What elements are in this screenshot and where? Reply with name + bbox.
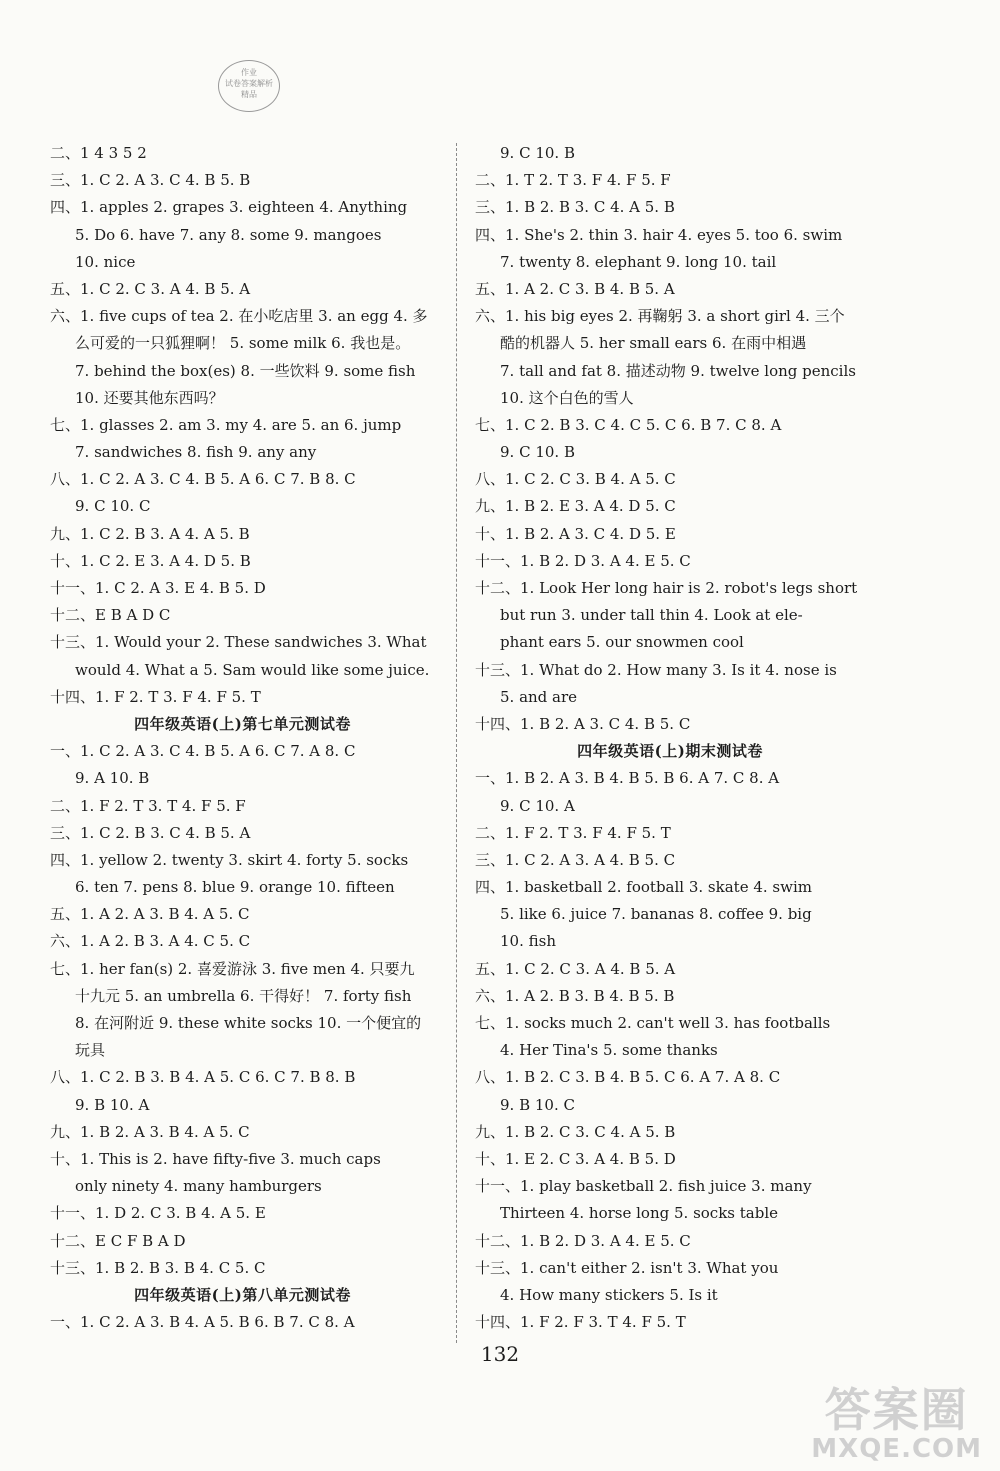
answer-line: 10. 这个白色的雪人 [500, 388, 634, 407]
answer-line: 一、1. B 2. A 3. B 4. B 5. B 6. A 7. C 8. A [475, 769, 780, 788]
page-number: 132 [480, 1342, 520, 1366]
answer-line: 四、1. basketball 2. football 3. skate 4. swim [475, 878, 812, 897]
answer-line: 十、1. This is 2. have fifty-five 3. much caps [50, 1149, 381, 1168]
section-heading: 四年级英语(上)期末测试卷 [577, 742, 763, 761]
answer-line: 八、1. C 2. C 3. B 4. A 5. C [475, 470, 676, 489]
answer-line: 十二、1. Look Her long hair is 2. robot's legs short [475, 579, 858, 597]
answer-line: 八、1. C 2. B 3. B 4. A 5. C 6. C 7. B 8. B [50, 1068, 356, 1087]
answer-line: 五、1. C 2. C 3. A 4. B 5. A [475, 959, 676, 978]
right-column [475, 140, 865, 1336]
answer-line: 4. How many stickers 5. Is it [500, 1285, 718, 1304]
answer-line: 八、1. C 2. A 3. C 4. B 5. A 6. C 7. B 8. C [50, 470, 356, 489]
watermark [811, 1385, 982, 1463]
answer-line: 三、1. C 2. B 3. C 4. B 5. A [50, 823, 251, 842]
answer-line: 九、1. B 2. C 3. C 4. A 5. B [475, 1122, 676, 1141]
answer-line: only ninety 4. many hamburgers [75, 1177, 322, 1196]
answer-line: 九、1. C 2. B 3. A 4. A 5. B [50, 524, 250, 543]
answer-line: 9. C 10. B [500, 443, 575, 462]
answer-line: 4. Her Tina's 5. some thanks [500, 1041, 718, 1060]
answer-line: 7. behind the box(es) 8. 一些饮料 9. some fish [75, 361, 416, 380]
answer-line: 四、1. She's 2. thin 3. hair 4. eyes 5. too 6. swim [475, 225, 843, 244]
answer-line: would 4. What a 5. Sam would like some juice. [75, 660, 430, 679]
answer-line: 六、1. his big eyes 2. 再鞠躬 3. a short girl 4. 三个 [475, 307, 845, 326]
answer-line: 十二、1. B 2. D 3. A 4. E 5. C [475, 1231, 691, 1250]
answer-line: 八、1. B 2. C 3. B 4. B 5. C 6. A 7. A 8. C [475, 1068, 781, 1087]
answer-line: 10. fish [500, 932, 556, 951]
section-heading: 四年级英语(上)第八单元测试卷 [134, 1285, 351, 1304]
answer-line: 5. Do 6. have 7. any 8. some 9. mangoes [75, 225, 382, 244]
answer-line: 十四、1. B 2. A 3. C 4. B 5. C [475, 714, 691, 733]
answer-line: 9. C 10. B [500, 144, 575, 162]
answer-line: 6. ten 7. pens 8. blue 9. orange 10. fifteen [75, 878, 395, 897]
watermark-logo: 答案圈 [824, 1383, 969, 1437]
answer-line: 酷的机器人 5. her small ears 6. 在雨中相遇 [500, 334, 807, 353]
answer-line: 七、1. socks much 2. can't well 3. has footballs [475, 1014, 831, 1032]
answer-line: 九、1. B 2. A 3. B 4. A 5. C [50, 1122, 250, 1141]
answer-line: 9. B 10. C [500, 1095, 575, 1114]
watermark-url: MXQE.COM [811, 1434, 982, 1464]
answer-line: 9. B 10. A [75, 1095, 150, 1114]
answer-line: 二、1. F 2. T 3. T 4. F 5. F [50, 796, 246, 815]
answer-line: 十三、1. B 2. B 3. B 4. C 5. C [50, 1258, 266, 1277]
answer-line: 十、1. B 2. A 3. C 4. D 5. E [475, 524, 676, 543]
answer-line: 一、1. C 2. A 3. C 4. B 5. A 6. C 7. A 8. C [50, 742, 356, 761]
answer-line: 七、1. glasses 2. am 3. my 4. are 5. an 6. jump [50, 415, 402, 434]
answer-line: 5. like 6. juice 7. bananas 8. coffee 9. big [500, 905, 812, 924]
answer-line: 五、1. A 2. A 3. B 4. A 5. C [50, 905, 250, 924]
answer-line: 十二、E B A D C [50, 606, 171, 625]
answer-line: 么可爱的一只狐狸啊！ 5. some milk 6. 我也是。 [75, 334, 411, 353]
answer-line: 十九元 5. an umbrella 6. 干得好！ 7. forty fish [75, 986, 412, 1005]
answer-line: 六、1. A 2. B 3. A 4. C 5. C [50, 932, 251, 951]
answer-line: 二、1. T 2. T 3. F 4. F 5. F [475, 171, 671, 190]
answer-line: 七、1. C 2. B 3. C 4. C 5. C 6. B 7. C 8. A [475, 415, 782, 434]
answer-line: 7. tall and fat 8. 描述动物 9. twelve long pencils [500, 361, 856, 380]
answer-line: 玩具 [75, 1041, 106, 1060]
answer-line: 8. 在河附近 9. these white socks 10. 一个便宜的 [75, 1014, 422, 1032]
answer-line: 7. sandwiches 8. fish 9. any any [75, 443, 317, 462]
answer-line: 十四、1. F 2. F 3. T 4. F 5. T [475, 1313, 686, 1332]
answer-line: 五、1. A 2. C 3. B 4. B 5. A [475, 279, 675, 298]
answer-line: 二、1. F 2. T 3. F 4. F 5. T [475, 823, 671, 842]
answer-line: 十三、1. Would your 2. These sandwiches 3. What [50, 633, 427, 652]
answer-line: 9. C 10. C [75, 497, 151, 516]
answer-line: 四、1. yellow 2. twenty 3. skirt 4. forty 5. socks [50, 850, 409, 869]
stamp-seal: 作业 试卷答案解析 精品 [218, 60, 280, 112]
answer-line: 十一、1. C 2. A 3. E 4. B 5. D [50, 579, 266, 597]
answer-line: Thirteen 4. horse long 5. socks table [500, 1204, 778, 1223]
section-heading: 四年级英语(上)第七单元测试卷 [134, 714, 351, 733]
answer-line: 五、1. C 2. C 3. A 4. B 5. A [50, 279, 251, 298]
answer-line: 9. C 10. A [500, 796, 575, 815]
answer-line: 10. 还要其他东西吗？ [75, 388, 224, 407]
answer-line: 7. twenty 8. elephant 9. long 10. tail [500, 252, 777, 271]
answer-line: 十三、1. can't either 2. isn't 3. What you [475, 1258, 779, 1277]
answer-line: 十一、1. B 2. D 3. A 4. E 5. C [475, 551, 691, 570]
answer-line: 一、1. C 2. A 3. B 4. A 5. B 6. B 7. C 8. A [50, 1313, 355, 1332]
answer-line: 六、1. five cups of tea 2. 在小吃店里 3. an egg 4. 多 [50, 307, 428, 326]
answer-line: 十三、1. What do 2. How many 3. Is it 4. nose is [475, 660, 837, 679]
answer-line: 十二、E C F B A D [50, 1231, 186, 1250]
answer-line: phant ears 5. our snowmen cool [500, 633, 744, 652]
answer-line: 十一、1. play basketball 2. fish juice 3. many [475, 1177, 812, 1196]
answer-line: 四、1. apples 2. grapes 3. eighteen 4. Anything [50, 198, 408, 217]
answer-line: 六、1. A 2. B 3. B 4. B 5. B [475, 986, 675, 1005]
answer-line: 5. and are [500, 687, 578, 706]
answer-line: 十四、1. F 2. T 3. F 4. F 5. T [50, 687, 261, 706]
column-divider [456, 143, 457, 1343]
answer-line: 三、1. C 2. A 3. C 4. B 5. B [50, 171, 251, 190]
answer-line: 三、1. C 2. A 3. A 4. B 5. C [475, 850, 676, 869]
answer-line: 三、1. B 2. B 3. C 4. A 5. B [475, 198, 675, 217]
answer-line: 9. A 10. B [75, 769, 150, 788]
left-column [50, 140, 435, 1336]
answer-line: 十一、1. D 2. C 3. B 4. A 5. E [50, 1204, 266, 1223]
answer-line: 十、1. E 2. C 3. A 4. B 5. D [475, 1149, 676, 1168]
answer-line: but run 3. under tall thin 4. Look at ele- [500, 606, 803, 625]
answer-line: 十、1. C 2. E 3. A 4. D 5. B [50, 551, 251, 570]
answer-line: 九、1. B 2. E 3. A 4. D 5. C [475, 497, 676, 516]
answer-line: 七、1. her fan(s) 2. 喜爱游泳 3. five men 4. 只要九 [50, 959, 415, 978]
answer-line: 10. nice [75, 252, 136, 271]
answer-line: 二、1 4 3 5 2 [50, 144, 147, 162]
